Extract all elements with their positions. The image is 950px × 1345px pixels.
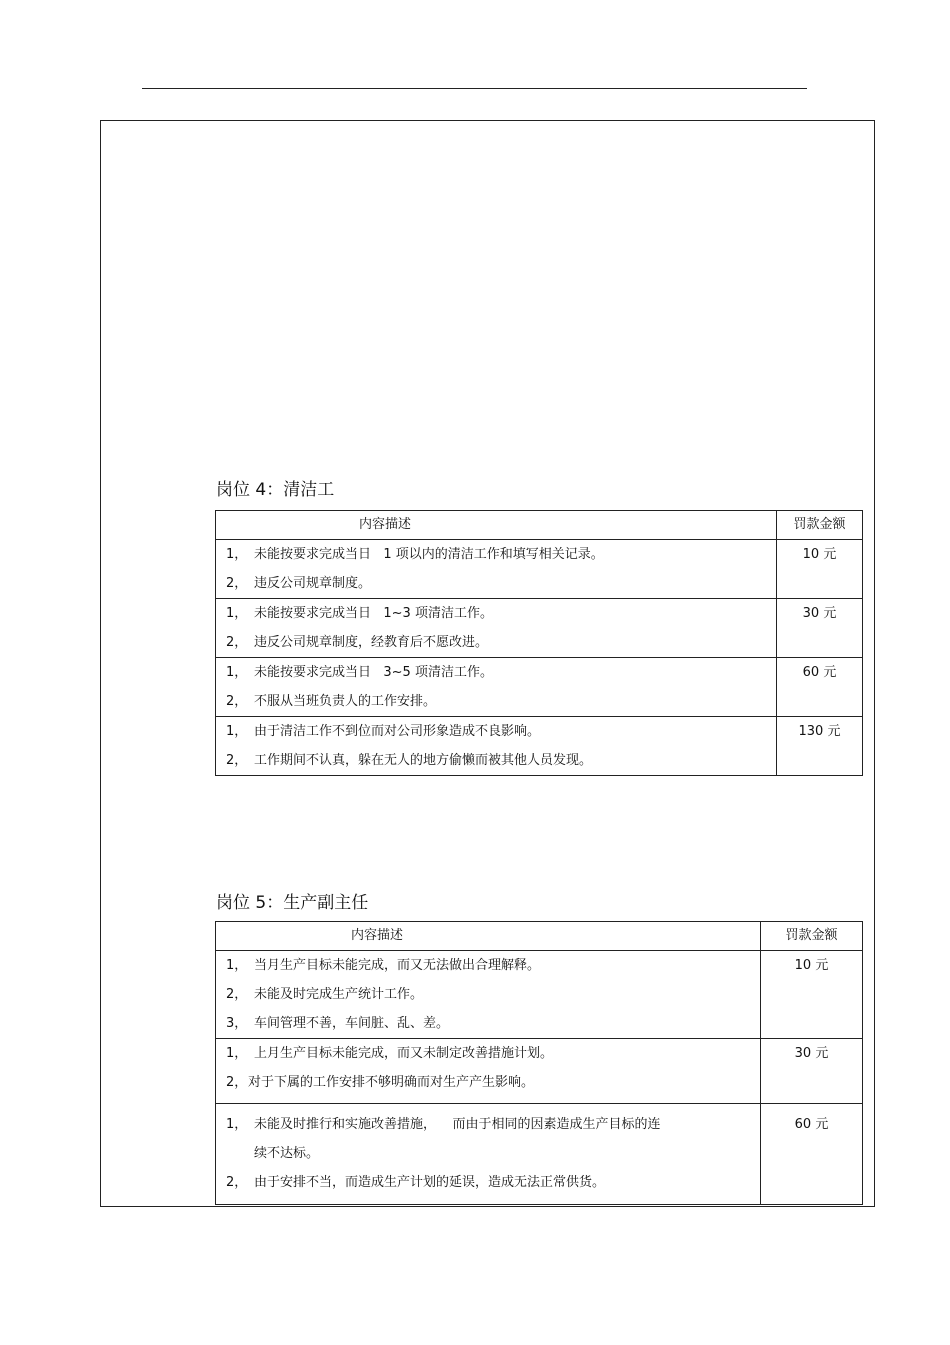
fine-amount: 30 元 bbox=[761, 1039, 863, 1104]
header-fine: 罚款金额 bbox=[777, 511, 863, 540]
fine-amount: 130 元 bbox=[777, 717, 863, 776]
fine-amount: 30 元 bbox=[777, 599, 863, 658]
list-item: 1， 当月生产目标未能完成，而又无法做出合理解释。 bbox=[226, 958, 541, 973]
list-item: 2，对于下属的工作安排不够明确而对生产产生影响。 bbox=[226, 1075, 535, 1090]
header-description: 内容描述 bbox=[216, 511, 777, 540]
table-row bbox=[216, 1039, 863, 1104]
list-item-continuation: 续不达标。 bbox=[254, 1146, 320, 1161]
list-item: 2， 未能及时完成生产统计工作。 bbox=[226, 987, 424, 1002]
fine-amount: 60 元 bbox=[777, 658, 863, 717]
header-rule bbox=[142, 88, 807, 89]
list-item: 1， 由于清洁工作不到位而对公司形象造成不良影响。 bbox=[226, 724, 541, 739]
fine-amount: 60 元 bbox=[761, 1104, 863, 1205]
header-fine: 罚款金额 bbox=[761, 922, 863, 951]
list-item: 2， 不服从当班负责人的工作安排。 bbox=[226, 694, 437, 709]
section-title-production-deputy: 岗位 5：生产副主任 bbox=[216, 893, 369, 913]
table-row bbox=[216, 1104, 863, 1205]
table-header-row bbox=[216, 922, 863, 951]
header-description: 内容描述 bbox=[216, 922, 761, 951]
penalty-table-cleaner bbox=[215, 510, 863, 776]
list-item: 1， 未能按要求完成当日 1 项以内的清洁工作和填写相关记录。 bbox=[226, 547, 604, 562]
list-item: 1， 上月生产目标未能完成，而又未制定改善措施计划。 bbox=[226, 1046, 554, 1061]
list-item: 2， 由于安排不当，而造成生产计划的延误，造成无法正常供货。 bbox=[226, 1175, 606, 1190]
table-header-row bbox=[216, 511, 863, 540]
list-item: 1， 未能按要求完成当日 1~3 项清洁工作。 bbox=[226, 606, 493, 621]
table-row bbox=[216, 540, 863, 599]
list-item: 1， 未能按要求完成当日 3~5 项清洁工作。 bbox=[226, 665, 493, 680]
description-cell bbox=[216, 540, 777, 599]
description-cell bbox=[216, 717, 777, 776]
table-row bbox=[216, 717, 863, 776]
table-row bbox=[216, 599, 863, 658]
penalty-table-production-deputy bbox=[215, 921, 863, 1205]
section-title-cleaner: 岗位 4：清洁工 bbox=[216, 480, 335, 500]
fine-amount: 10 元 bbox=[777, 540, 863, 599]
list-item: 2， 工作期间不认真，躲在无人的地方偷懒而被其他人员发现。 bbox=[226, 753, 593, 768]
fine-amount: 10 元 bbox=[761, 951, 863, 1039]
description-cell bbox=[216, 599, 777, 658]
description-cell bbox=[216, 951, 761, 1039]
description-cell bbox=[216, 1104, 761, 1205]
list-item: 2， 违反公司规章制度。 bbox=[226, 576, 372, 591]
description-cell bbox=[216, 1039, 761, 1104]
table-row bbox=[216, 951, 863, 1039]
list-item: 2， 违反公司规章制度，经教育后不愿改进。 bbox=[226, 635, 489, 650]
table-row bbox=[216, 658, 863, 717]
list-item: 3， 车间管理不善，车间脏、乱、差。 bbox=[226, 1016, 450, 1031]
description-cell bbox=[216, 658, 777, 717]
list-item: 1， 未能及时推行和实施改善措施， 而由于相同的因素造成生产目标的连 bbox=[226, 1117, 661, 1132]
